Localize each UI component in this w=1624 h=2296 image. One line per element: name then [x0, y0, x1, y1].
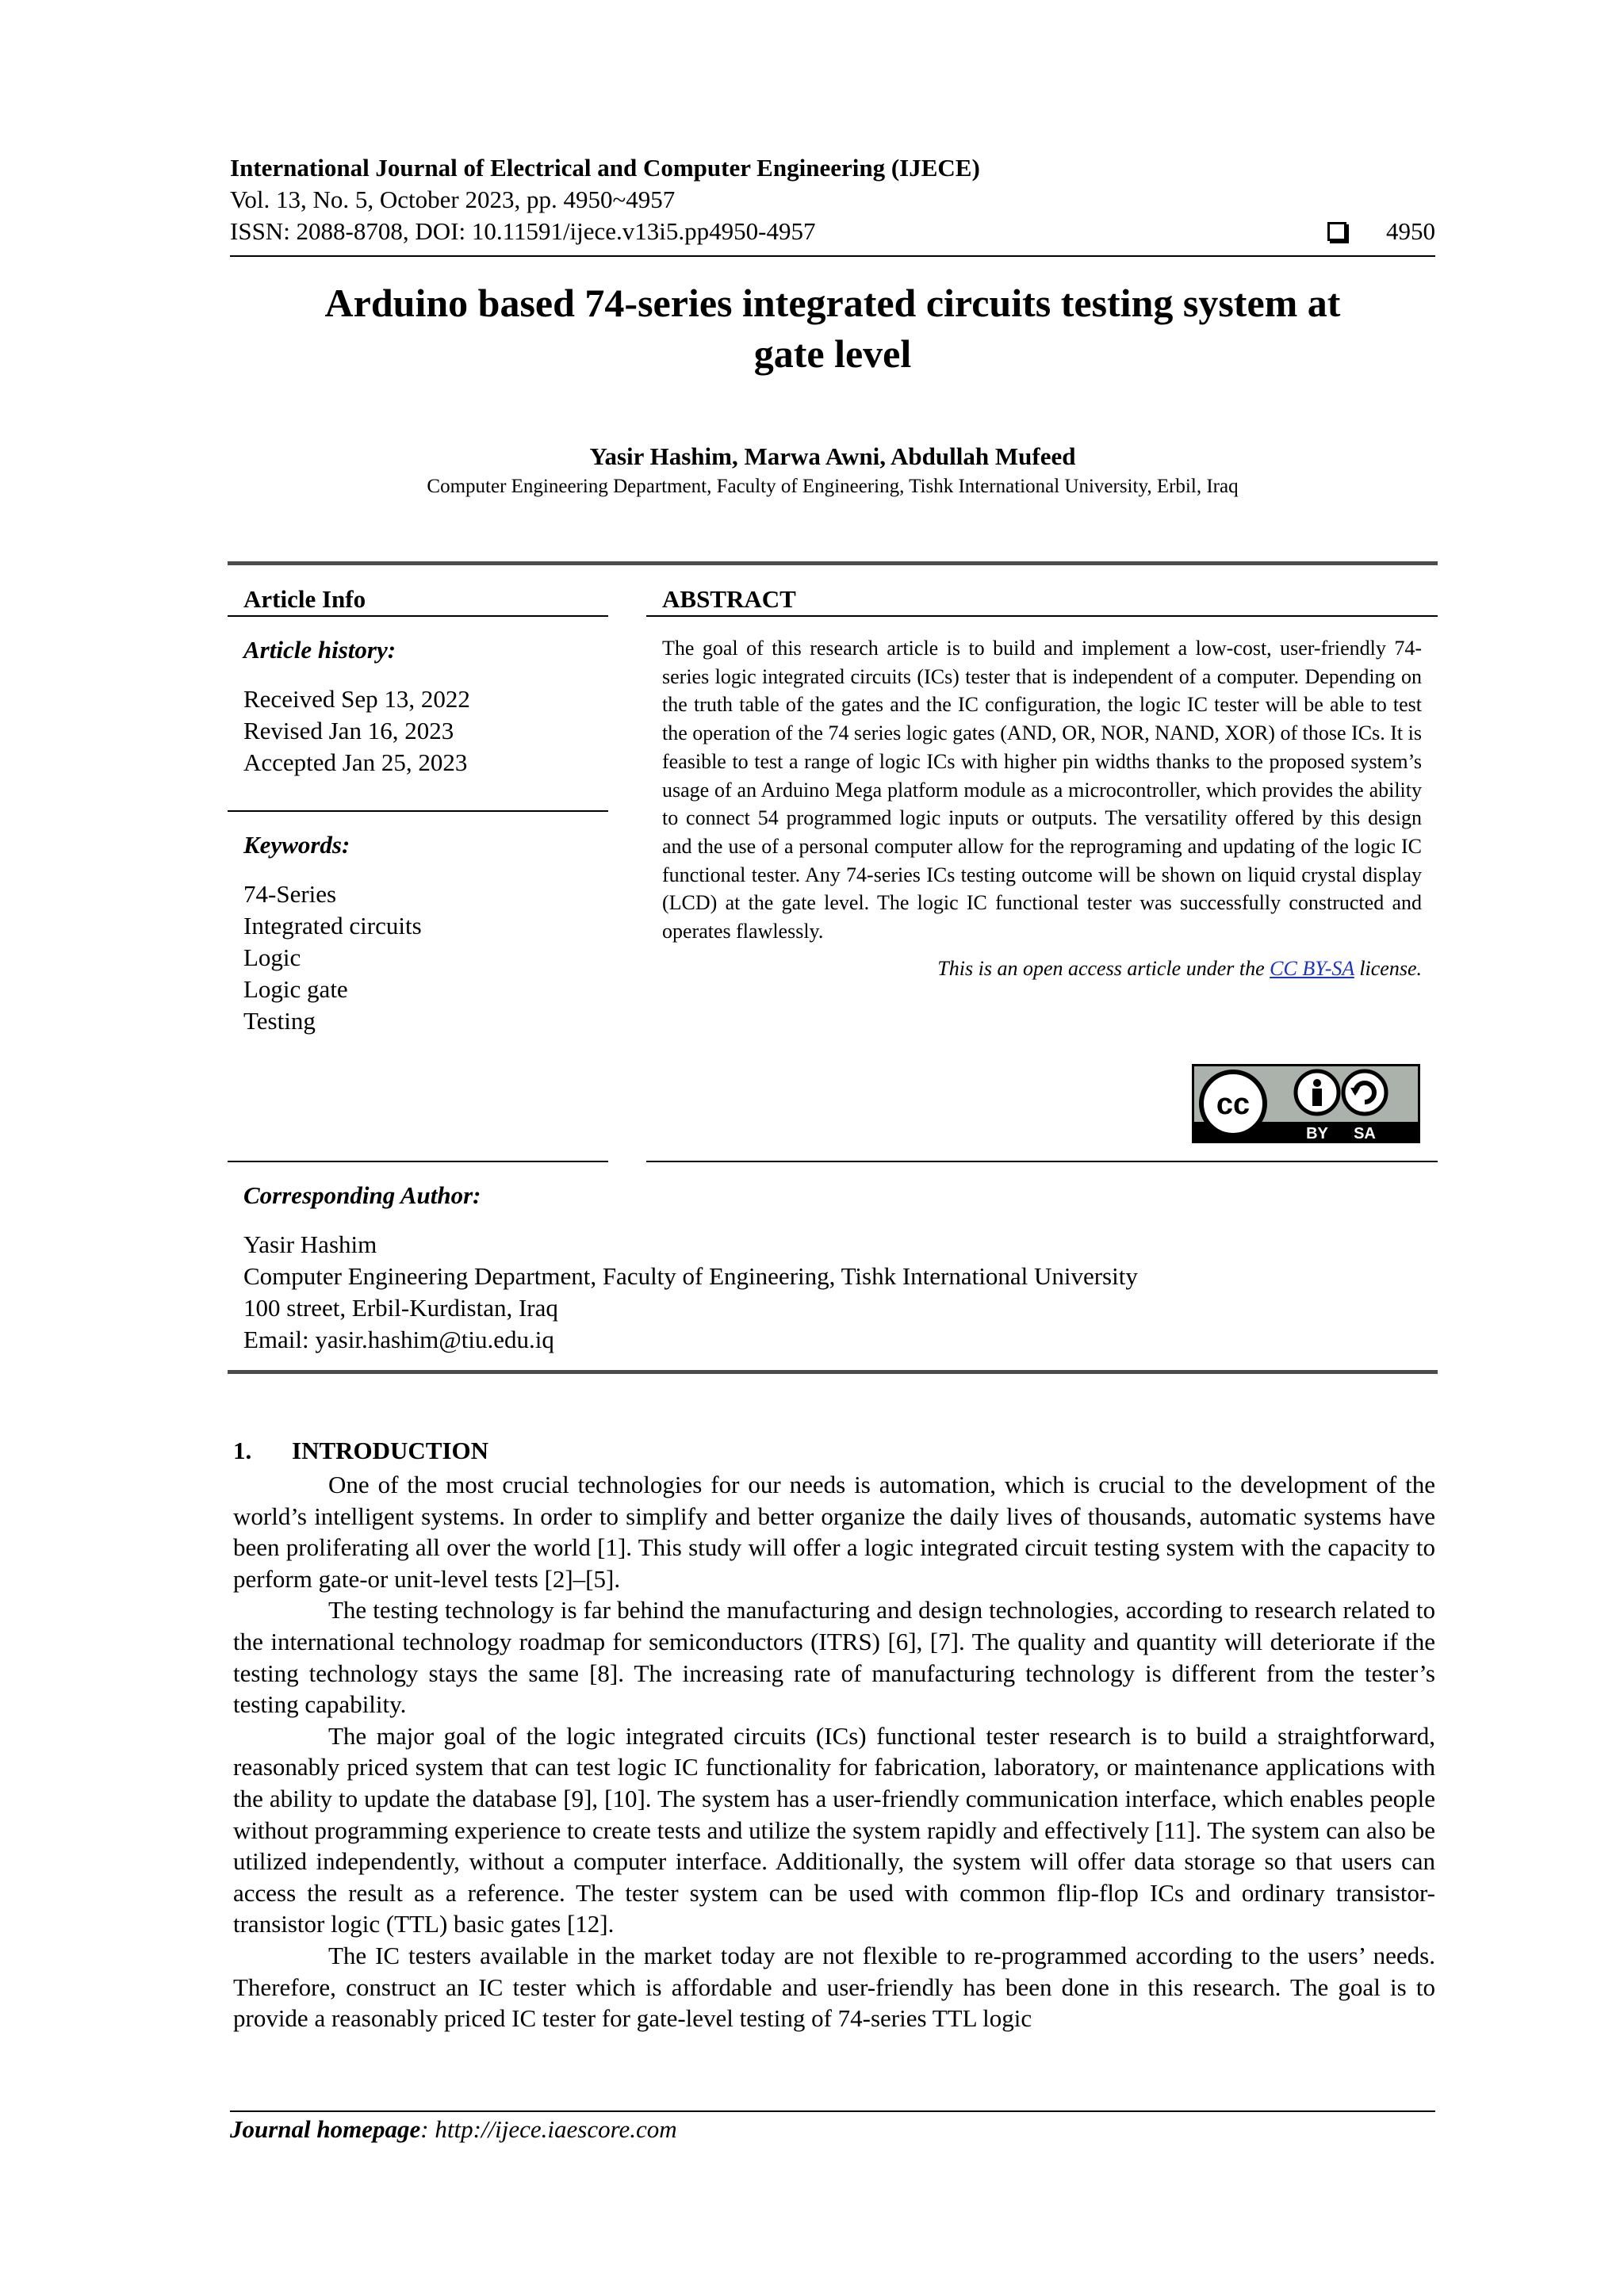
keyword-item: Integrated circuits	[243, 912, 422, 939]
corresponding-address: 100 street, Erbil-Kurdistan, Iraq	[243, 1294, 558, 1322]
cc-by-sa-badge-icon[interactable]	[1192, 1064, 1420, 1143]
article-info-rule	[228, 615, 608, 617]
section-heading	[233, 1437, 488, 1465]
article-info-heading: Article Info	[243, 585, 366, 613]
info-box-bottom-rule	[228, 1370, 1438, 1374]
footer-rule	[230, 2110, 1435, 2112]
corresponding-heading: Corresponding Author:	[243, 1181, 481, 1209]
license-line	[646, 957, 1438, 981]
keywords-block	[228, 829, 608, 1037]
body-paragraph: The testing technology is far behind the manufacturing and design technologies, according to research related to the international technology roadmap for semiconductors (ITRS) [6], [7]. The quality and quantity will deteriorate if the testing technology stays the same [8]. The increasing rate of manufacturing technology is different from the tester’s testing capability.	[233, 1596, 1435, 1719]
body-paragraph: The major goal of the logic integrated circuits (ICs) functional tester research is to build a straightforward, reasonably priced system that can test logic IC functionality for fabrication, laboratory, or maintenance applications with the ability to update the database [9], [10]. The system has a user-friendly communication interface, which enables people without programming experience to create tests and utilize the system rapidly and effectively [11]. The system can also be utilized independently, without a computer interface. Additionally, the system will offer data storage so that users can access the result as a reference. The tester system can be used with common flip-flop ICs and ordinary transistor-transistor logic (TTL) basic gates [12].	[233, 1721, 1435, 1938]
footer-url[interactable]: : http://ijece.iaescore.com	[420, 2115, 677, 2143]
corresponding-dept: Computer Engineering Department, Faculty of Engineering, Tishk International University	[243, 1262, 1138, 1290]
authors: Yasir Hashim, Marwa Awni, Abdullah Mufeed	[589, 442, 1076, 470]
introduction-body	[233, 1469, 1435, 2034]
paper-title	[230, 277, 1435, 379]
history-revised: Revised Jan 16, 2023	[243, 717, 454, 744]
page-number-box	[1327, 216, 1435, 247]
badge-sa-label: SA	[1354, 1125, 1376, 1142]
abstract-heading: ABSTRACT	[662, 585, 796, 613]
corresponding-author	[243, 1180, 1433, 1356]
article-info-column	[228, 571, 608, 1037]
license-prefix: This is an open access article under the	[937, 956, 1270, 980]
keyword-item: 74-Series	[243, 880, 337, 908]
article-history	[228, 634, 608, 779]
body-paragraph: One of the most crucial technologies for our needs is automation, which is crucial to the development of the world’s intelligent systems. In order to simplify and better organize the daily lives of thousands, automatic systems have been proliferating all over the world [1]. This study will offer a logic integrated circuit testing system with the capacity to perform gate-or unit-level tests [2]–[5].	[233, 1471, 1435, 1593]
keyword-item: Testing	[243, 1007, 316, 1035]
volume-line: Vol. 13, No. 5, October 2023, pp. 4950~4957	[230, 186, 676, 213]
section-title: INTRODUCTION	[292, 1437, 489, 1464]
page-number: 4950	[1386, 217, 1435, 245]
abstract-bottom-rule	[646, 1161, 1438, 1162]
badge-by-label: BY	[1306, 1125, 1328, 1142]
title-line-1: Arduino based 74-series integrated circuits testing system at	[324, 281, 1341, 325]
header-rule	[230, 255, 1435, 257]
info-box-top-rule	[228, 561, 1438, 565]
corresponding-email: Email: yasir.hashim@tiu.edu.iq	[243, 1326, 554, 1353]
history-received: Received Sep 13, 2022	[243, 685, 470, 713]
keyword-item: Logic	[243, 943, 301, 971]
abstract-rule	[646, 615, 1438, 617]
section-number: 1.	[233, 1437, 252, 1464]
corresponding-name: Yasir Hashim	[243, 1230, 377, 1258]
keywords-heading: Keywords:	[243, 831, 350, 859]
journal-header	[230, 152, 1435, 247]
abstract-text: The goal of this research article is to build and implement a low-cost, user-friendly 74-series logic integrated circuits (ICs) tester that is independent of a computer. Depending on the truth table of the gates and the IC configuration, the logic IC tester will be able to test the operation of the 74 series logic gates (AND, OR, NOR, NAND, XOR) of those ICs. It is feasible to test a range of logic ICs with higher pin widths thanks to the proposed system’s usage of an Arduino Mega platform module as a microcontroller, which provides the ability to connect 54 programmed logic inputs or outputs. The versatility offered by this design and the use of a personal computer allow for the reprograming and updating of the logic IC functional tester. Any 74-series ICs testing outcome will be shown on liquid crystal display (LCD) at the gate level. The logic IC functional tester was successfully constructed and operates flawlessly.	[662, 637, 1422, 943]
issn-doi: ISSN: 2088-8708, DOI: 10.11591/ijece.v13i5.pp4950-4957	[230, 217, 816, 245]
history-heading: Article history:	[243, 636, 396, 664]
title-line-2: gate level	[753, 331, 912, 376]
article-info-bottom-rule	[228, 1161, 608, 1162]
history-accepted: Accepted Jan 25, 2023	[243, 748, 468, 776]
license-suffix: license.	[1354, 956, 1422, 980]
issn-row	[230, 216, 1435, 247]
keyword-item: Logic gate	[243, 975, 348, 1003]
journal-name: International Journal of Electrical and Computer Engineering (IJECE)	[230, 154, 980, 182]
affiliation: Computer Engineering Department, Faculty of Engineering, Tishk International University, Erbil, Iraq	[427, 476, 1239, 497]
body-paragraph: The IC testers available in the market today are not flexible to re-programmed according to the users’ needs. Therefore, construct an IC tester which is affordable and user-friendly has been done in this research. The goal is to provide a reasonably priced IC tester for gate-level testing of 74-series TTL logic	[233, 1941, 1435, 2033]
history-rule	[228, 810, 608, 812]
license-link[interactable]: CC BY-SA	[1270, 956, 1354, 980]
square-bullet-icon	[1327, 222, 1346, 241]
journal-homepage-footer	[230, 2115, 677, 2144]
cc-letters: cc	[1216, 1088, 1251, 1121]
abstract-column	[646, 571, 1438, 1142]
footer-label: Journal homepage	[230, 2115, 421, 2143]
